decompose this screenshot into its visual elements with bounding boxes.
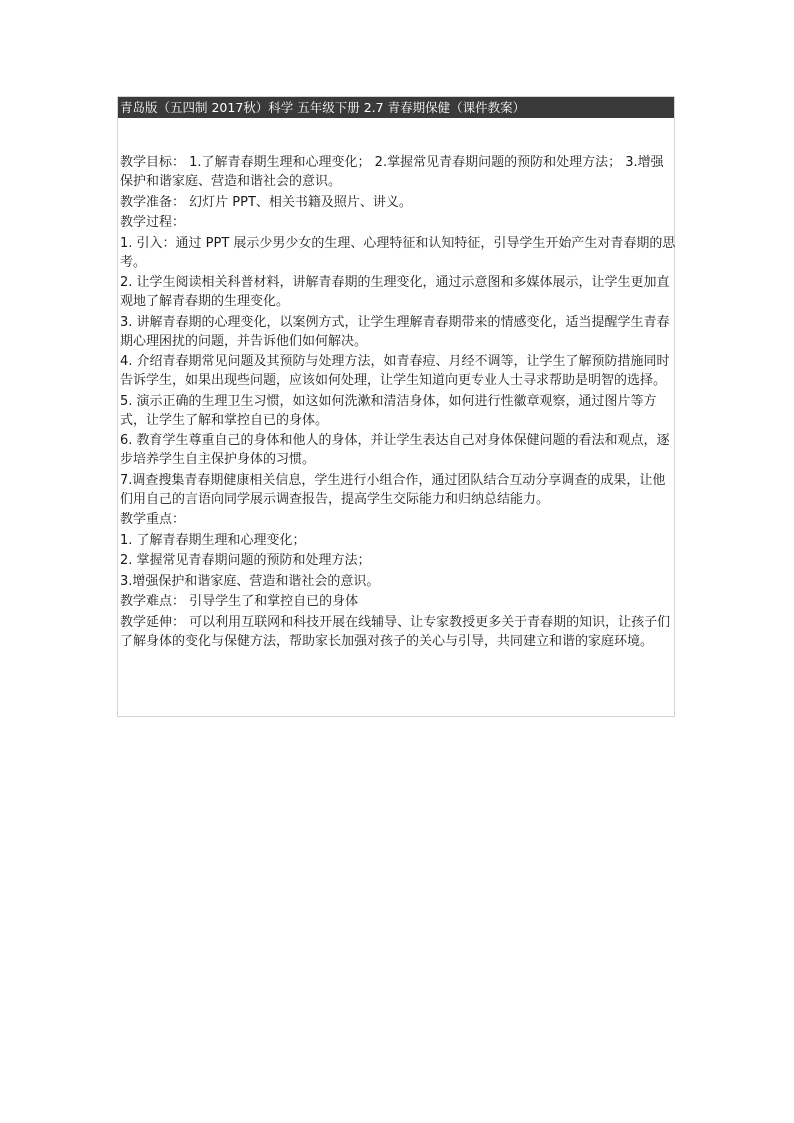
key-points-heading: 教学重点： [120, 512, 186, 527]
process-heading: 教学过程： [120, 215, 186, 230]
process-step-7: 7.调查搜集青春期健康相关信息，学生进行小组合作，通过团队结合互动分享调查的成果，让他们用自己的言语向同学展示调查报告，提高学生交际能力和归纳总结能力。 [120, 472, 666, 507]
key-point-3: 3.增强保护和谐家庭、营造和谐社会的意识。 [120, 573, 380, 589]
process-step-6: 6. 教育学生尊重自己的身体和他人的身体，并让学生表达自己对身体保健问题的看法和观点，逐步培养学生自主保护身体的习惯。 [120, 433, 670, 467]
document-title-bar [118, 97, 674, 118]
process-step-3: 3. 讲解青春期的心理变化，以案例方式，让学生理解青春期带来的情感变化，适当提醒学生青春期心理困扰的问题，并告诉他们如何解决。 [120, 314, 670, 349]
process-step-4: 4. 介绍青春期常见问题及其预防与处理方法，如青春痘、月经不调等，让学生了解预防措施同时告诉学生，如果出现些问题，应该如何处理，让学生知道向更专业人士寻求帮助是明智的选择。 [120, 354, 670, 388]
process-step-1: 1. 引入：通过 PPT 展示少男少女的生理、心理特征和认知特征，引导学生开始产生对青春期的思考。 [120, 235, 676, 270]
process-step-2: 2. 让学生阅读相关科普材料，讲解青春期的生理变化，通过示意图和多媒体展示，让学生更加直观地了解青春期的生理变化。 [120, 275, 670, 309]
document-body [120, 153, 676, 652]
key-point-2: 2. 掌握常见青春期问题的预防和处理方法； [120, 553, 371, 568]
document-page [117, 96, 675, 717]
document-title: 青岛版（五四制 2017秋）科学 五年级下册 2.7 青春期保健（课件教案） [120, 100, 526, 115]
process-step-5: 5. 演示正确的生理卫生习惯，如这如何洗漱和清洁身体，如何进行性徽章观察，通过图片等方式，让学生了解和掌控自已的身体。 [120, 393, 657, 428]
key-point-1: 1. 了解青春期生理和心理变化； [120, 532, 306, 548]
preparation-paragraph: 教学准备： 幻灯片 PPT、相关书籍及照片、讲义。 [120, 194, 412, 210]
difficulty-paragraph: 教学难点： 引导学生了和掌控自已的身体 [120, 594, 359, 609]
extension-paragraph: 教学延伸： 可以利用互联网和科技开展在线辅导、让专家教授更多关于青春期的知识，让孩子们了解身体的变化与保健方法，帮助家长加强对孩子的关心与引导，共同建立和谐的家庭环境。 [120, 614, 671, 649]
objectives-paragraph: 教学目标： 1.了解青春期生理和心理变化； 2.掌握常见青春期问题的预防和处理方法； 3.增强保护和谐家庭、营造和谐社会的意识。 [120, 155, 664, 189]
